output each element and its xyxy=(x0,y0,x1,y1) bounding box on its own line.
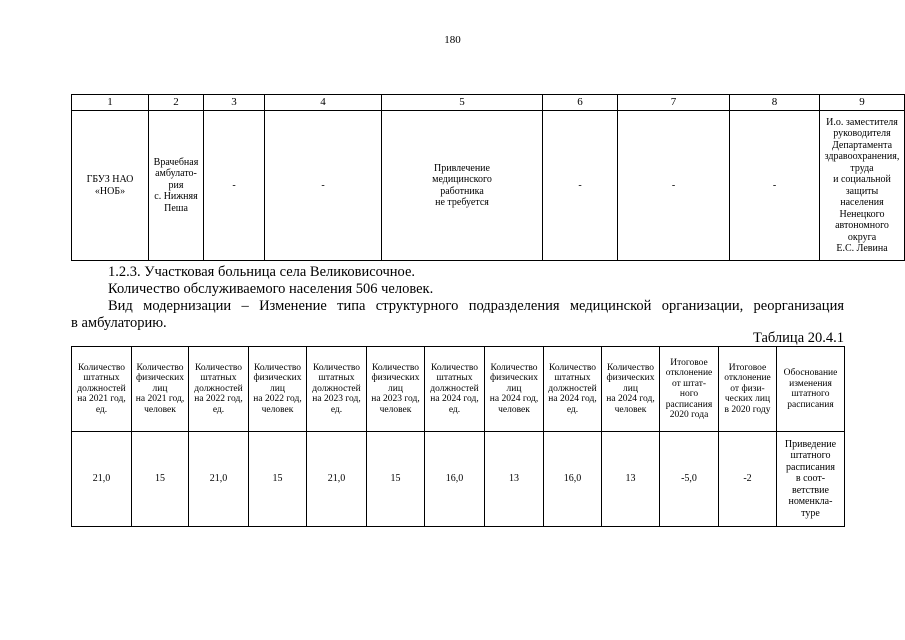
table-1-cell: - xyxy=(204,111,265,261)
table-1-header-cell: 1 xyxy=(72,95,149,111)
table-1-header-cell: 3 xyxy=(204,95,265,111)
table-2-cell: 16,0 xyxy=(544,432,602,527)
table-1-header-cell: 8 xyxy=(730,95,820,111)
table-1-header-cell: 5 xyxy=(382,95,543,111)
table-2-cell: 21,0 xyxy=(307,432,367,527)
table-2-cell: 13 xyxy=(602,432,660,527)
table-2-cell: 16,0 xyxy=(425,432,485,527)
table-2-header-cell: Количество штатных должностей на 2021 год, ед. xyxy=(72,347,132,432)
table-2-header-cell: Итоговое отклонение от физи- ческих лиц в 2020 году xyxy=(719,347,777,432)
table-2-cell: 15 xyxy=(249,432,307,527)
table-1-cell: Врачебная амбулато- рия с. Нижняя Пеша xyxy=(149,111,204,261)
modernization-text-line-2: в амбулаторию. xyxy=(71,315,167,331)
table-1-header-cell: 7 xyxy=(618,95,730,111)
table-2-header-cell: Количество штатных должностей на 2022 год, ед. xyxy=(189,347,249,432)
section-heading: 1.2.3. Участковая больница села Великовисочное. xyxy=(108,264,416,280)
table-1-header-cell: 9 xyxy=(820,95,905,111)
page-number: 180 xyxy=(444,34,461,46)
table-2-cell: 21,0 xyxy=(72,432,132,527)
table-2-header-cell: Количество физических лиц на 2024 год, человек xyxy=(485,347,544,432)
table-2-header-cell: Количество штатных должностей на 2024 год, ед. xyxy=(544,347,602,432)
table-2-header-cell: Количество физических лиц на 2023 год, человек xyxy=(367,347,425,432)
population-text: Количество обслуживаемого населения 506 человек. xyxy=(108,281,434,297)
table-2-header-cell: Количество физических лиц на 2021 год, человек xyxy=(132,347,189,432)
table-2-header-cell: Количество штатных должностей на 2023 год, ед. xyxy=(307,347,367,432)
table-2-cell: 15 xyxy=(132,432,189,527)
table-1-header-cell: 6 xyxy=(543,95,618,111)
table-1-header-cell: 4 xyxy=(265,95,382,111)
table-1 xyxy=(71,94,905,261)
table-2-row xyxy=(72,432,845,527)
modernization-text-line-1: Вид модернизации – Изменение типа структурного подразделения медицинской организации, реорганизация xyxy=(108,298,844,314)
table-1-cell: - xyxy=(265,111,382,261)
table-2-cell: -2 xyxy=(719,432,777,527)
table-2-cell: -5,0 xyxy=(660,432,719,527)
table-1-row xyxy=(72,111,905,261)
table-2-header-cell: Количество физических лиц на 2022 год, человек xyxy=(249,347,307,432)
table-2-header-row xyxy=(72,347,845,432)
table-1-cell: И.о. заместителя руководителя Департамента здравоохранения, труда и социальной защиты населения Ненецкого автономного округа Е.С. Левина xyxy=(820,111,905,261)
table-2-cell: Приведение штатного расписания в соот- ветствие номенкла- туре xyxy=(777,432,845,527)
table-2-header-cell: Количество штатных должностей на 2024 год, ед. xyxy=(425,347,485,432)
table-1-cell: - xyxy=(730,111,820,261)
table-1-cell: ГБУЗ НАО «НОБ» xyxy=(72,111,149,261)
table-2-cell: 13 xyxy=(485,432,544,527)
table-1-header-cell: 2 xyxy=(149,95,204,111)
table-1-cell: - xyxy=(618,111,730,261)
table-2-header-cell: Итоговое отклонение от штат- ного расписания 2020 года xyxy=(660,347,719,432)
table-1-header-row xyxy=(72,95,905,111)
table-2 xyxy=(71,346,845,527)
table-caption: Таблица 20.4.1 xyxy=(752,330,844,346)
table-1-cell: - xyxy=(543,111,618,261)
table-2-header-cell: Количество физических лиц на 2024 год, человек xyxy=(602,347,660,432)
table-2-cell: 21,0 xyxy=(189,432,249,527)
table-2-cell: 15 xyxy=(367,432,425,527)
table-2-header-cell: Обоснование изменения штатного расписания xyxy=(777,347,845,432)
table-1-cell: Привлечение медицинского работника не требуется xyxy=(382,111,543,261)
